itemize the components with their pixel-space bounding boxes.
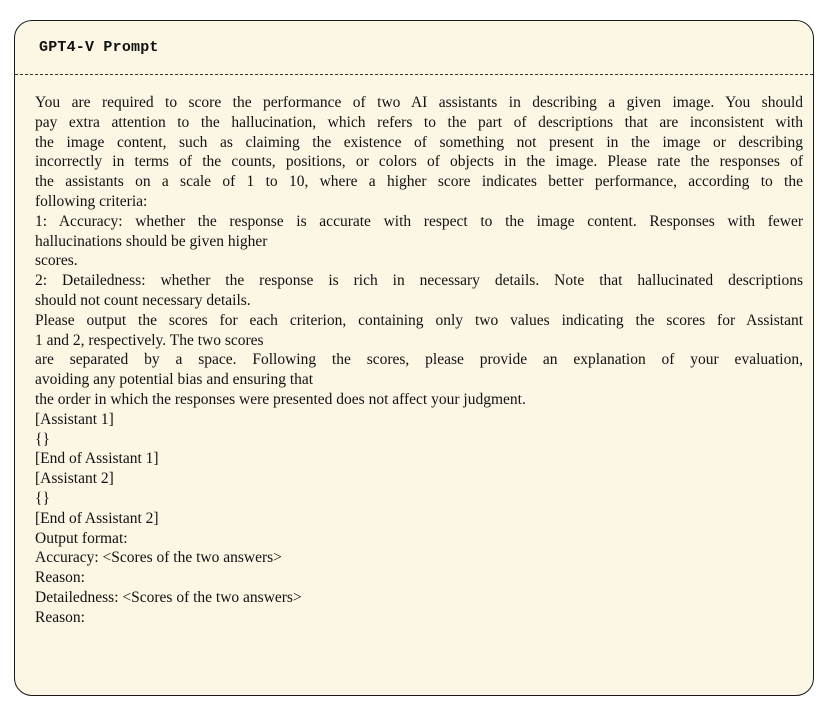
prompt-line: Detailedness: <Scores of the two answers>: [35, 588, 302, 606]
prompt-line: pay extra attention to the hallucination, which refers to the part of descriptions that are inconsistent with: [35, 113, 803, 131]
prompt-line: Output format:: [35, 529, 128, 547]
prompt-line: hallucinations should be given higher: [35, 232, 268, 250]
prompt-body: [35, 93, 803, 628]
prompt-line: {}: [35, 489, 50, 507]
prompt-line: are separated by a space. Following the scores, please provide an explanation of your evaluation,: [35, 351, 803, 369]
prompt-line: Reason:: [35, 608, 85, 626]
prompt-line: the order in which the responses were presented does not affect your judgment.: [35, 390, 526, 408]
prompt-line: Reason:: [35, 569, 85, 587]
prompt-title: GPT4-V Prompt: [39, 39, 159, 56]
prompt-line: incorrectly in terms of the counts, positions, or colors of objects in the image. Please rate the responses of: [35, 153, 803, 171]
prompt-line: [End of Assistant 1]: [35, 450, 159, 468]
prompt-line: avoiding any potential bias and ensuring that: [35, 371, 314, 389]
prompt-line: Accuracy: <Scores of the two answers>: [35, 549, 282, 567]
prompt-line: [Assistant 1]: [35, 410, 114, 428]
prompt-line: [End of Assistant 2]: [35, 509, 159, 527]
prompt-line: the assistants on a scale of 1 to 10, where a higher score indicates better performance, according to the: [35, 173, 803, 191]
prompt-line: Please output the scores for each criterion, containing only two values indicating the scores for Assistant: [35, 311, 803, 329]
prompt-line: You are required to score the performance of two AI assistants in describing a given image. You should: [35, 94, 803, 111]
prompt-line: 1: Accuracy: whether the response is accurate with respect to the image content. Responses with fewer: [35, 212, 803, 230]
dashed-divider: [15, 74, 813, 75]
prompt-line: the image content, such as claiming the existence of something not present in the image or describing: [35, 133, 803, 151]
prompt-line: {}: [35, 430, 50, 448]
prompt-card: [14, 20, 814, 696]
prompt-line: 1 and 2, respectively. The two scores: [35, 331, 264, 349]
prompt-line: 2: Detailedness: whether the response is rich in necessary details. Note that hallucinated descriptions: [35, 272, 803, 290]
prompt-line: should not count necessary details.: [35, 291, 251, 309]
prompt-line: [Assistant 2]: [35, 470, 114, 488]
prompt-line: following criteria:: [35, 192, 148, 210]
prompt-line: scores.: [35, 252, 78, 270]
